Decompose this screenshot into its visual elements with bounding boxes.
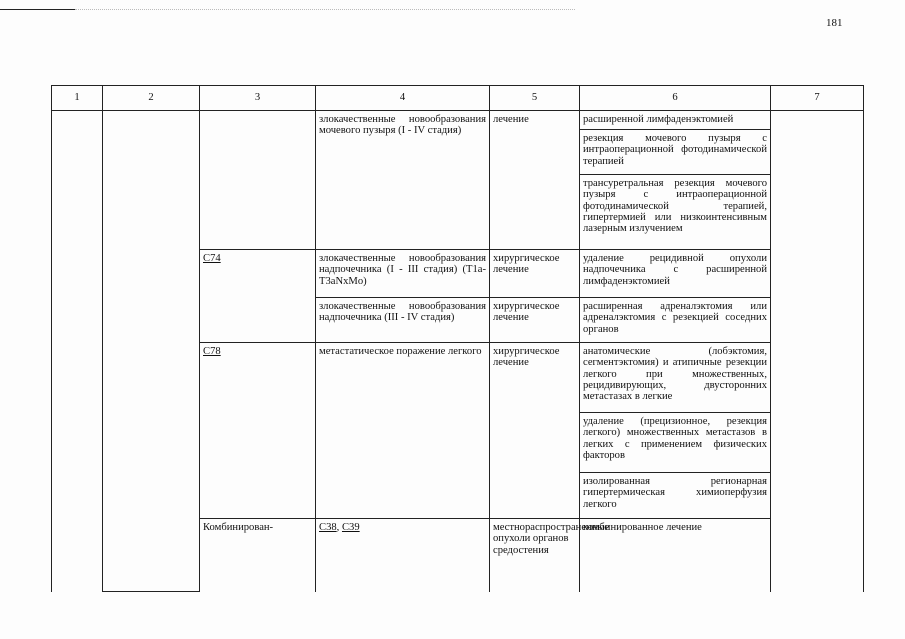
top-rule [0,9,75,10]
page-number: 181 [826,17,843,29]
top-rule-faint [75,9,575,10]
diagnosis-cell: злокачественные новообразования надпочечника (III - IV стадия) [316,298,490,343]
diagnosis-cell: метастатическое поражение легкого [316,343,490,519]
diagnosis-cell: злокачественные новообразования надпочечника (I - III стадия) (T1a-T3aNxMo) [316,250,490,298]
treatment-type-cell: Комбинирован- [200,519,316,592]
header-col-5: 5 [490,86,580,111]
table-row [52,111,864,130]
col2-cell [103,111,200,592]
header-col-3: 3 [200,86,316,111]
method-cell: удаление рецидивной опухоли надпочечника с расширенной лимфаденэктомией [580,250,771,298]
col7-cell [771,111,864,592]
method-cell: резекция мочевого пузыря с интраоперационной фотодинамической терапией [580,130,771,175]
procedures-table [51,85,864,592]
code-cell [200,343,316,519]
treatment-cell: комбинированное лечение [580,519,771,592]
method-cell: удаление (прецизионное, резекция легкого) множественных метастазов в легких с применением физических факторов [580,413,771,473]
icd-code-c74: C74 [203,253,221,264]
col1-cell [52,111,103,592]
header-col-6: 6 [580,86,771,111]
header-col-7: 7 [771,86,864,111]
code-cell [200,250,316,343]
diagnosis-cell: местнораспространенные опухоли органов средостения [490,519,580,592]
treatment-cell: хирургическое лечение [490,298,580,343]
diagnosis-cell: злокачественные новообразования мочевого пузыря (I - IV стадия) [316,111,490,250]
code-cell-empty [200,111,316,250]
method-cell: анатомические (лобэктомия, сегментэктомия) и атипичные резекции легкого при множественных, рецидивирующих, двусторонних метастазах в легкие [580,343,771,413]
code-cell [316,519,490,592]
header-col-2: 2 [103,86,200,111]
icd-code-c39: C39 [341,522,360,533]
header-col-4: 4 [316,86,490,111]
code-separator: , [336,522,342,533]
header-row [52,86,864,111]
method-cell: трансуретральная резекция мочевого пузыря с интраоперационной фотодинамической терапией, гипертермией или низкоинтенсивным лазерным излучением [580,175,771,250]
icd-code-c78: C78 [203,346,221,357]
method-cell: изолированная регионарная гипертермическая химиоперфузия легкого [580,473,771,519]
method-cell: расширенная адреналэктомия или адреналэктомия с резекцией соседних органов [580,298,771,343]
treatment-cell: хирургическое лечение [490,343,580,519]
method-cell: расширенной лимфаденэктомией [580,111,771,130]
treatment-cell: хирургическое лечение [490,250,580,298]
header-col-1: 1 [52,86,103,111]
icd-code-c38: C38 [319,522,337,533]
treatment-cell: лечение [490,111,580,250]
